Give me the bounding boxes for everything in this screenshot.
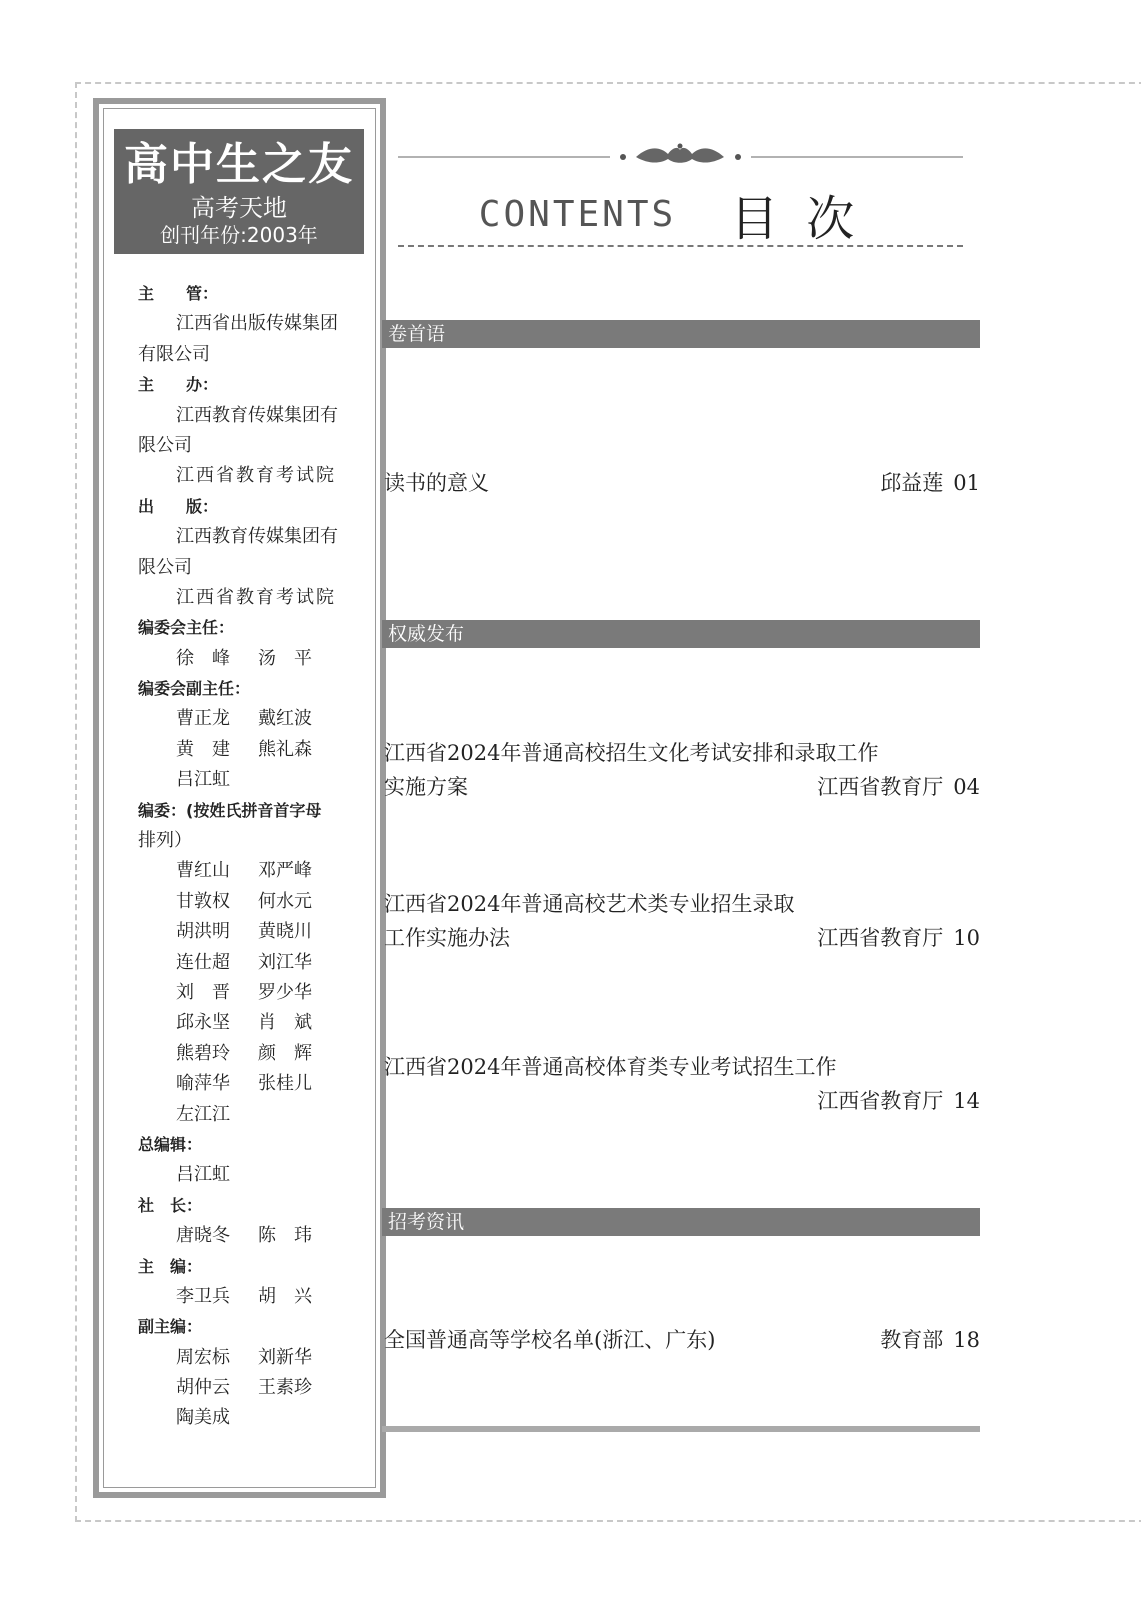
staff-entry: 限公司: [138, 434, 192, 456]
toc-entry[interactable]: [384, 736, 980, 804]
magazine-title-block: [114, 129, 364, 254]
staff-entry: 江西教育传媒集团有: [176, 526, 338, 548]
staff-entry: 左江江: [176, 1103, 230, 1125]
staff-name: 邓严峰: [258, 860, 312, 882]
staff-entry: 有限公司: [138, 343, 210, 365]
staff-name: 何水元: [258, 890, 312, 912]
toc-entry-title: 工作实施办法: [384, 926, 510, 950]
staff-role-label: 主 编：: [138, 1256, 203, 1276]
staff-name-pair: [138, 1221, 358, 1251]
toc-entry-author: 江西省教育厅: [817, 1089, 944, 1113]
masthead-panel: [93, 98, 386, 1498]
staff-name-pair: [138, 1008, 358, 1038]
staff-name-pair: [138, 978, 358, 1008]
staff-name: 熊碧玲: [176, 1042, 230, 1064]
staff-entry: 江西省教育考试院: [176, 465, 336, 487]
staff-name: 张桂儿: [258, 1073, 312, 1095]
section-header: 权威发布: [382, 620, 980, 648]
staff-name: 熊礼森: [258, 738, 312, 760]
toc-entry-meta: [817, 770, 980, 804]
section-header: 招考资讯: [382, 1208, 980, 1236]
bottom-rule: [382, 1426, 980, 1432]
staff-name: 胡洪明: [176, 921, 230, 943]
staff-name: 颜 辉: [258, 1042, 312, 1064]
staff-name: 刘新华: [258, 1346, 312, 1368]
staff-name-pair: [138, 1282, 358, 1312]
toc-entry-page: 14: [953, 1089, 980, 1113]
staff-name-pair: [138, 1373, 358, 1403]
staff-name: 邱永坚: [176, 1012, 230, 1034]
staff-name: 陈 玮: [258, 1225, 312, 1247]
staff-name: 喻萍华: [176, 1073, 230, 1095]
staff-name: 连仕超: [176, 951, 230, 973]
staff-name: 王素珍: [258, 1377, 312, 1399]
staff-name: 甘敦权: [176, 890, 230, 912]
contents-heading: [398, 180, 963, 247]
toc-entry[interactable]: [384, 1050, 980, 1118]
founded-year: 创刊年份:2003年: [160, 223, 318, 247]
toc-entry-author: 教育部: [880, 1328, 944, 1352]
toc-entry-title: 江西省2024年普通高校体育类专业考试招生工作: [384, 1055, 837, 1079]
contents-heading-en: CONTENTS: [478, 194, 677, 235]
contents-heading-zh: 目次: [730, 191, 883, 247]
toc-entry-title: 全国普通高等学校名单(浙江、广东): [384, 1328, 716, 1352]
staff-name: 胡仲云: [176, 1377, 230, 1399]
toc-entry-title: 读书的意义: [384, 471, 489, 495]
section-header: 卷首语: [382, 320, 980, 348]
magazine-subtitle: 高考天地: [191, 194, 287, 222]
toc-entry[interactable]: [384, 1323, 980, 1357]
staff-entry: 吕江虹: [176, 769, 230, 791]
staff-list: [138, 279, 358, 1434]
toc-entry-title: 江西省2024年普通高校艺术类专业招生录取: [384, 892, 795, 916]
toc-entry-meta: [880, 466, 980, 500]
staff-name: 戴红波: [258, 708, 312, 730]
staff-name: 黄晓川: [258, 921, 312, 943]
staff-entry: 限公司: [138, 556, 192, 578]
staff-role-label: 编委会主任：: [138, 618, 235, 638]
toc-entry-author: 江西省教育厅: [817, 926, 944, 950]
staff-name-pair: [138, 948, 358, 978]
staff-name: 唐晓冬: [176, 1225, 230, 1247]
toc-entry-author: 江西省教育厅: [817, 775, 944, 799]
toc-entry-meta: [880, 1323, 980, 1357]
staff-name: 胡 兴: [258, 1285, 312, 1307]
magazine-title: 高中生之友: [124, 139, 354, 190]
staff-name: 徐 峰: [176, 647, 230, 669]
staff-role-label: 出 版：: [138, 496, 219, 516]
toc-entry-page: 10: [953, 926, 980, 950]
staff-role-label: 副主编：: [138, 1317, 203, 1337]
staff-entry: 江西省出版传媒集团: [176, 313, 338, 335]
toc-entry-title: 实施方案: [384, 775, 468, 799]
staff-name: 刘 晋: [176, 981, 230, 1003]
staff-entry: 江西教育传媒集团有: [176, 404, 338, 426]
staff-name-pair: [138, 704, 358, 734]
toc-entry-page: 18: [953, 1328, 980, 1352]
ornament-divider: [398, 140, 963, 170]
staff-entry: 江西省教育考试院: [176, 586, 336, 608]
staff-name: 曹正龙: [176, 708, 230, 730]
staff-name: 曹红山: [176, 860, 230, 882]
staff-role-label: 社 长：: [138, 1195, 203, 1215]
staff-role-label: 主 办：: [138, 375, 219, 395]
staff-entry: 陶美成: [176, 1407, 230, 1429]
staff-name: 李卫兵: [176, 1285, 230, 1307]
staff-name: 汤 平: [258, 647, 312, 669]
toc-entry-author: 邱益莲: [880, 471, 944, 495]
staff-name: 刘江华: [258, 951, 312, 973]
staff-name-pair: [138, 644, 358, 674]
masthead-inner-border: [103, 108, 376, 1488]
toc-entry-meta: [817, 1084, 980, 1118]
toc-entry-meta: [817, 921, 980, 955]
toc-entry[interactable]: [384, 887, 980, 955]
toc-entry-title: 江西省2024年普通高校招生文化考试安排和录取工作: [384, 741, 879, 765]
staff-name-pair: [138, 887, 358, 917]
staff-role-label: 编委会副主任：: [138, 679, 251, 699]
staff-name-pair: [138, 1039, 358, 1069]
staff-name: 黄 建: [176, 738, 230, 760]
staff-name-pair: [138, 1069, 358, 1099]
staff-name-pair: [138, 1343, 358, 1373]
staff-role-label: 主 管：: [138, 284, 219, 303]
staff-name: 肖 斌: [258, 1012, 312, 1034]
staff-name-pair: [138, 917, 358, 947]
toc-entry-page: 04: [953, 775, 980, 799]
staff-name: 罗少华: [258, 981, 312, 1003]
staff-name: 周宏标: [176, 1346, 230, 1368]
toc-entry-page: 01: [953, 471, 980, 495]
staff-role-label: 总编辑：: [138, 1134, 203, 1154]
staff-entry: 排列）: [138, 830, 192, 852]
staff-role-label: 编委：(按姓氏拼音首字母: [138, 800, 322, 820]
staff-name-pair: [138, 856, 358, 886]
staff-name-pair: [138, 735, 358, 765]
toc-entry[interactable]: [384, 466, 980, 500]
staff-entry: 吕江虹: [176, 1164, 230, 1186]
heading-dashed-rule: [398, 245, 963, 247]
